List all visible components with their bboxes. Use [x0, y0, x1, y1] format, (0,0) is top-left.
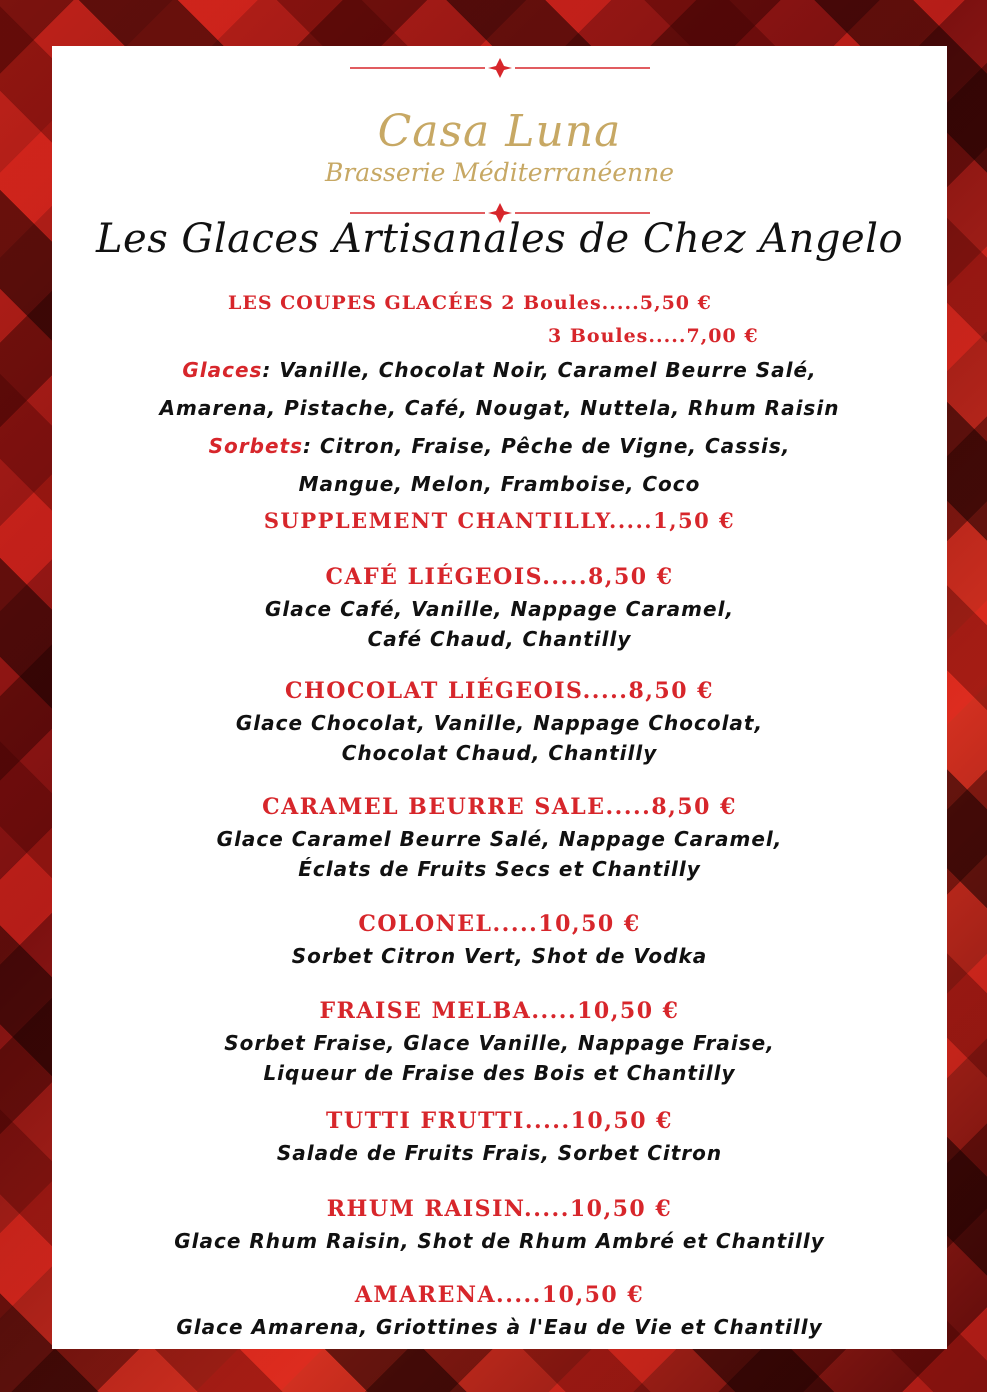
menu-item-description-line: Sorbet Citron Vert, Shot de Vodka [291, 944, 708, 968]
menu-item-description-line: Liqueur de Fraise des Bois et Chantilly [263, 1061, 736, 1085]
menu-item-description-line: Café Chaud, Chantilly [367, 627, 632, 651]
sorbets-line-1 [52, 434, 947, 458]
glaces-line-1 [52, 358, 947, 382]
menu-item-description [52, 708, 947, 768]
menu-item-description [52, 824, 947, 884]
coupes-price-line-1: LES COUPES GLACÉES 2 Boules.....5,50 € [228, 292, 712, 314]
coupes-price-line-2: 3 Boules.....7,00 € [548, 325, 759, 347]
menu-item-description-line: Glace Chocolat, Vanille, Nappage Chocolat, [235, 711, 764, 735]
sorbets-line-2: Mangue, Melon, Framboise, Coco [298, 472, 701, 496]
brand-subtitle: Brasserie Méditerranéenne [324, 158, 675, 187]
menu-item-description-line: Glace Caramel Beurre Salé, Nappage Caramel, [216, 827, 783, 851]
menu-item-description [52, 1028, 947, 1088]
menu-item-description [52, 1138, 947, 1168]
menu-item-description-line: Glace Rhum Raisin, Shot de Rhum Ambré et Chantilly [174, 1229, 825, 1253]
menu-item-title: CARAMEL BEURRE SALE.....8,50 € [262, 794, 737, 820]
sorbets-text-1: : Citron, Fraise, Pêche de Vigne, Cassis, [303, 434, 791, 458]
brand-name: Casa Luna [377, 106, 622, 157]
menu-item-title: COLONEL.....10,50 € [358, 911, 641, 937]
menu-item-description-line: Glace Café, Vanille, Nappage Caramel, [264, 597, 735, 621]
sorbets-label: Sorbets [208, 434, 304, 458]
menu-item-title: AMARENA.....10,50 € [354, 1282, 645, 1308]
menu-item-title: FRAISE MELBA.....10,50 € [319, 998, 680, 1024]
menu-item-title: TUTTI FRUTTI.....10,50 € [326, 1108, 673, 1134]
menu-item-description [52, 1312, 947, 1342]
menu-item-title: CAFÉ LIÉGEOIS.....8,50 € [325, 564, 674, 590]
menu-item-title: CHOCOLAT LIÉGEOIS.....8,50 € [285, 678, 714, 704]
menu-item-description-line: Éclats de Fruits Secs et Chantilly [298, 857, 701, 881]
menu-item-description-line: Sorbet Fraise, Glace Vanille, Nappage Fraise, [224, 1031, 775, 1055]
glaces-text-1: : Vanille, Chocolat Noir, Caramel Beurre Salé, [262, 358, 817, 382]
menu-item-description [52, 1226, 947, 1256]
menu-item-description-line: Salade de Fruits Frais, Sorbet Citron [276, 1141, 723, 1165]
top-ornament [52, 58, 947, 78]
glaces-line-2: Amarena, Pistache, Café, Nougat, Nuttela, Rhum Raisin [159, 396, 840, 420]
menu-item-description-line: Chocolat Chaud, Chantilly [341, 741, 658, 765]
menu-item-description [52, 594, 947, 654]
menu-item-title: RHUM RAISIN.....10,50 € [326, 1196, 673, 1222]
supplement-line: SUPPLEMENT CHANTILLY.....1,50 € [263, 508, 736, 533]
menu-card [52, 46, 947, 1349]
menu-item-description [52, 941, 947, 971]
page-title: Les Glaces Artisanales de Chez Angelo [95, 216, 904, 262]
menu-item-description-line: Glace Amarena, Griottines à l'Eau de Vie et Chantilly [176, 1315, 823, 1339]
glaces-label: Glaces [182, 358, 263, 382]
